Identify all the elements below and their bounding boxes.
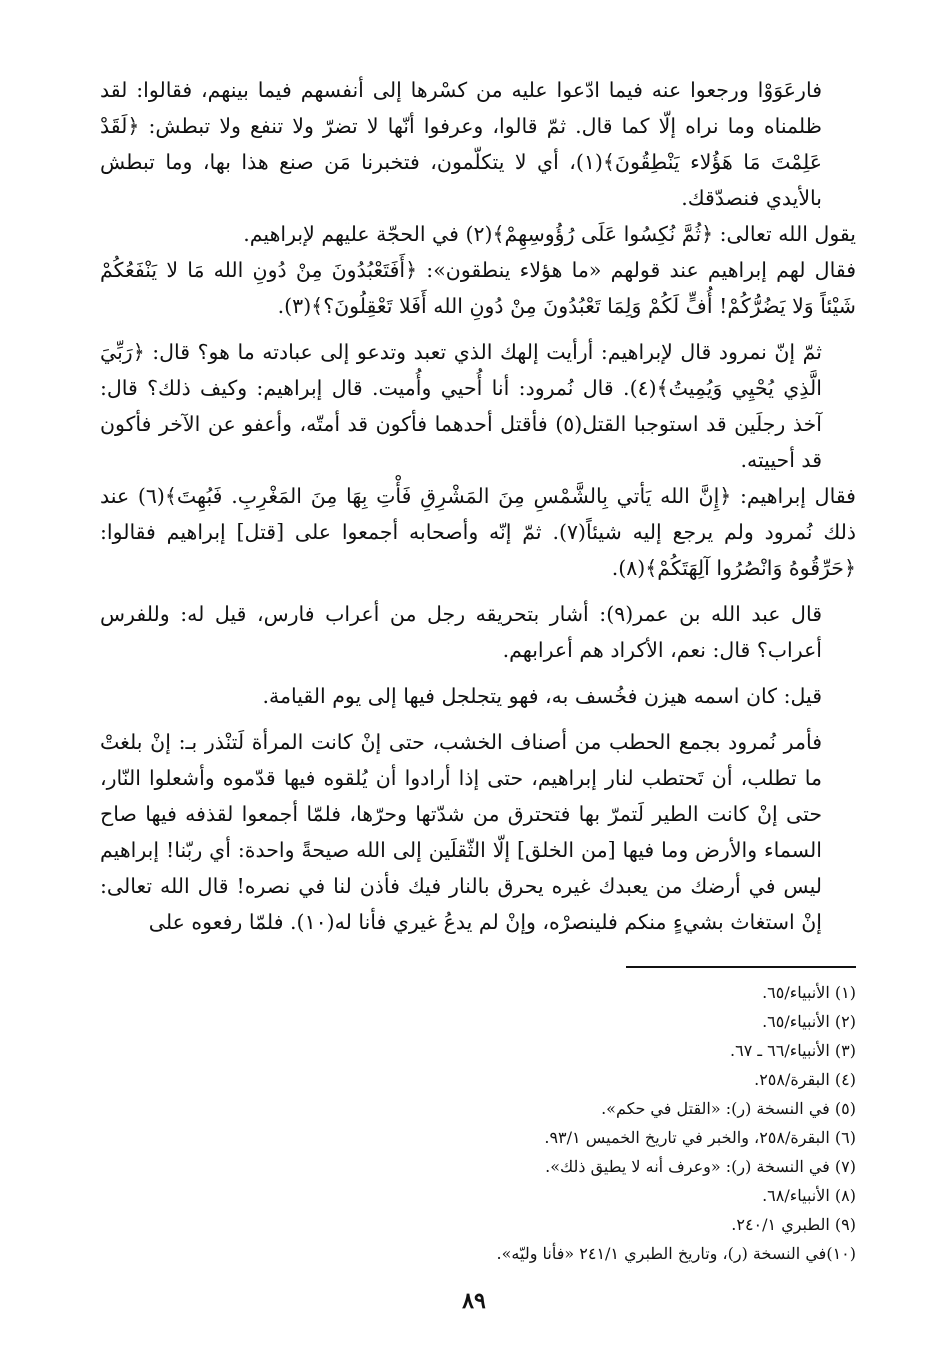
footnote: (٦) البقرة/٢٥٨، والخبر في تاريخ الخميس ٩٣/١. [544,1128,856,1147]
footnote: (٢) الأنبياء/٦٥. [762,1012,856,1031]
footnote: (٤) البقرة/٢٥٨. [754,1070,856,1089]
paragraph [100,596,856,668]
footnote: (٨) الأنبياء/٦٨. [762,1186,856,1205]
paragraph [100,334,856,586]
footnote: (٥) في النسخة (ر): «القتل في حكم». [601,1099,856,1118]
sentence: فأمر نُمرود بجمع الحطب من أصناف الخشب، حتى إنْ كانت المرأة لَتنْذر بـ: إنْ بلغتْ ما تطلب، أن تَحتطب لنار إبراهيم، حتى إذا أرادوا أن يُلقوه فيها قدّموه وأشعلوا النّار، حتى إنْ كانت الطير لَتمرّ بها فتحترق من شدّتها وحرّها، فلمّا أجمعوا لقذفه فيها صاح السماء والأرض وما فيها [من الخلق] إلّا الثّقلَين إلى الله صيحةً واحدة: أي ربّنا! إبراهيم ليس في أرضك من يعبدك غيره يحرق بالنار فيك فأذن لنا في نصره! قال الله تعالى: إنْ استغاث بشيءٍ منكم فلينصرْه، وإنْ لم يدعُ غيري فأنا له(١٠). فلمّا رفعوه على [100,730,822,934]
paragraph [100,678,856,714]
page-number: ٨٩ [462,1288,486,1314]
sentence: يقول الله تعالى: ﴿ثُمَّ نُكِسُوا عَلَى رُؤُوسِهِمْ﴾(٢) في الحجّة عليهم لإبراهيم. [243,222,856,246]
paragraph [100,72,856,324]
paragraph [100,724,856,940]
footnote: (٧) في النسخة (ر): «وعرف أنه لا يطيق ذلك». [545,1157,856,1176]
footnote-divider [626,966,856,968]
sentence: ثمّ إنّ نمرود قال لإبراهيم: أرأيت إلهك الذي تعبد وتدعو إلى عبادته ما هو؟ قال: ﴿رَبِّيَ الَّذِي يُحْيِي وَيُمِيتُ﴾(٤). قال نُمرود: أنا أُحيي وأُميت. قال إبراهيم: وكيف ذلك؟ قال: آخذ رجلَين قد استوجبا القتل(٥) فأقتل أحدهما فأكون قد أمتّه، وأعفو عن الآخر فأكون قد أحييته. [100,340,822,472]
sentence: فارعَوَوْا ورجعوا عنه فيما ادّعوا عليه من كسْرها إلى أنفسهم فيما بينهم، فقالوا: لقد ظلمناه وما نراه إلّا كما قال. ثمّ قالوا، وعرفوا أنّها لا تضرّ ولا تنفع ولا تبطش: ﴿لَقَدْ عَلِمْتَ مَا هَؤُلاء يَنْطِقُونَ﴾(١)، أي لا يتكلّمون، فتخبرنا مَن صنع هذا بها، وما تبطش بالأيدي فنصدّقك. [100,78,822,210]
footnote: (٩) الطبري ٢٤٠/١. [731,1215,856,1234]
sentence: قال عبد الله بن عمر(٩): أشار بتحريقه رجل من أعراب فارس، قيل له: وللفرس أعراب؟ قال: نعم، الأكراد هم أعرابهم. [100,602,822,662]
body-text [100,72,856,940]
footnotes [100,978,856,1268]
footnote: (١) الأنبياء/٦٥. [762,983,856,1002]
sentence: قيل: كان اسمه هيزن فخُسف به، فهو يتجلجل فيها إلى يوم القيامة. [262,684,822,708]
sentence: فقال لهم إبراهيم عند قولهم «ما هؤلاء ينطقون»: ﴿أَفَتَعْبُدُونَ مِنْ دُونِ الله مَا لا يَنْفَعُكُمْ شَيْئاً وَلا يَضُرُّكُمْ! أُفٍّ لَكُمْ وَلِمَا تَعْبُدُونَ مِنْ دُونِ الله أَفَلا تَعْقِلُونَ؟﴾(٣). [100,258,856,318]
footnote: (٣) الأنبياء/٦٦ ـ ٦٧. [730,1041,856,1060]
sentence: فقال إبراهيم: ﴿إِنَّ الله يَأتي بِالشَّمْسِ مِنَ المَشْرِقِ فَأْتِ بِهَا مِنَ المَغْرِبِ. فَبُهِتَ﴾(٦) عند ذلك نُمرود ولم يرجع إليه شيئاً(٧). ثمّ إنّه وأصحابه أجمعوا على [قتل] إبراهيم فقالوا: ﴿حَرِّقُوهُ وَانْصُرُوا آلِهَتَكُمْ﴾(٨). [100,484,856,580]
footnote: (١٠)في النسخة (ر)، وتاريخ الطبري ٢٤١/١ «فأنا وليّه». [496,1244,856,1263]
